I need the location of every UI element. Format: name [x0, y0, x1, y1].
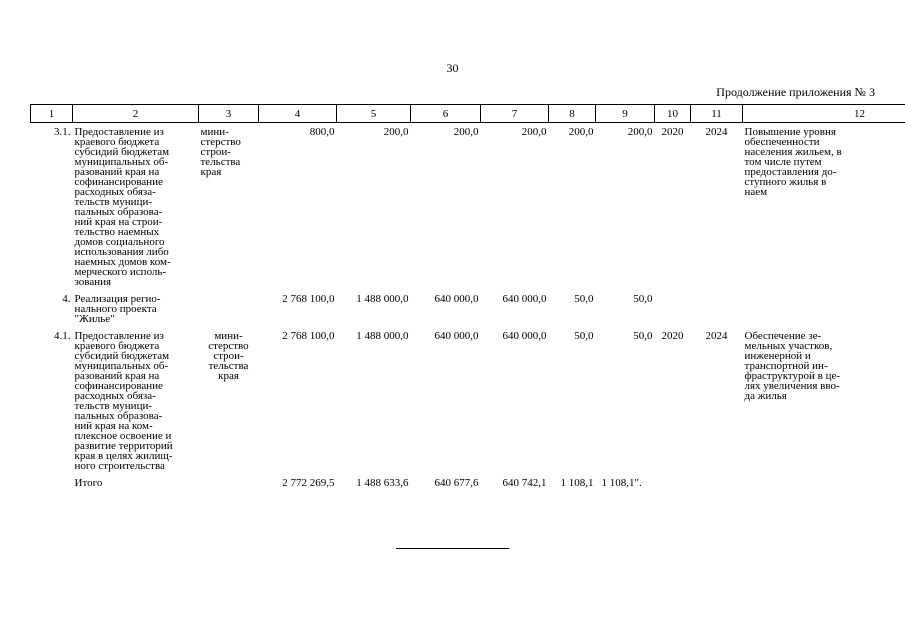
- header-cell: 9: [596, 105, 655, 123]
- footer-divider: [396, 548, 509, 549]
- header-cell: 3: [199, 105, 259, 123]
- row-number: 3.1.: [54, 126, 71, 138]
- header-cell: 12: [743, 105, 905, 123]
- header-cell: 4: [259, 105, 337, 123]
- header-cell: 2: [73, 105, 199, 123]
- total-value-col6: 640 677,6: [434, 477, 479, 489]
- page-number: 30: [446, 61, 459, 75]
- value-col5: 200,0: [383, 126, 409, 138]
- expected-result: Повышение уровня обеспеченности населения жильем, в том числе путем предоставления до- ступного жилья в наем: [744, 126, 842, 198]
- row-number: 4.: [62, 293, 71, 305]
- year-end: 2024: [705, 330, 728, 342]
- header-row: [31, 105, 905, 123]
- value-col7: 640 000,0: [502, 330, 547, 342]
- value-col9: 50,0: [633, 293, 653, 305]
- value-total: 800,0: [309, 126, 335, 138]
- header-cell: 1: [31, 105, 73, 123]
- table-row: [31, 123, 905, 291]
- total-value-col9: 1 108,1".: [601, 477, 642, 489]
- year-end: [691, 290, 743, 327]
- continuation-note: Продолжение приложения № 3: [716, 85, 875, 99]
- value-col8: 50,0: [574, 293, 594, 305]
- header-cell: 7: [481, 105, 549, 123]
- value-total: 2 768 100,0: [282, 330, 335, 342]
- value-col6: 200,0: [453, 126, 479, 138]
- total-row: [31, 474, 905, 491]
- executor: мини- стерство строи- тельства края: [208, 330, 249, 382]
- total-value-col8: 1 108,1: [560, 477, 594, 489]
- measure-description: Предоставление из краевого бюджета субсидий бюджетам муниципальных об- разований края на софинансирование расходных обяза- тельств муници- пальных образова- ний края на ком- плексное освоение и развитие территорий края в целях жилищ- ного строительства: [74, 330, 173, 472]
- executor: [199, 290, 259, 327]
- measure-description: Реализация регио- нального проекта "Жилье": [74, 293, 161, 325]
- total-value-total: 2 772 269,5: [282, 477, 335, 489]
- value-total: 2 768 100,0: [282, 293, 335, 305]
- value-col9: 50,0: [633, 330, 653, 342]
- total-value-col5: 1 488 633,6: [356, 477, 409, 489]
- header-cell: 10: [655, 105, 691, 123]
- header-cell: 6: [411, 105, 481, 123]
- value-col8: 50,0: [574, 330, 594, 342]
- header-cell: 5: [337, 105, 411, 123]
- value-col5: 1 488 000,0: [356, 330, 409, 342]
- value-col9: 200,0: [627, 126, 653, 138]
- year-start: 2020: [661, 126, 684, 138]
- year-start: 2020: [661, 330, 684, 342]
- total-label: Итого: [74, 477, 103, 489]
- executor: мини- стерство строи- тельства края: [200, 126, 241, 178]
- measure-description: Предоставление из краевого бюджета субсидий бюджетам муниципальных об- разований края на софинансирование расходных обяза- тельств муници- пальных образова- ний края на строи- тельство наемных домов социального использования либо наемных домов ком- мерческого исполь- зования: [74, 126, 171, 288]
- value-col8: 200,0: [568, 126, 594, 138]
- table-row: [31, 327, 905, 474]
- expected-result: [743, 290, 905, 327]
- table-row: [31, 290, 905, 327]
- row-number: 4.1.: [54, 330, 71, 342]
- value-col6: 640 000,0: [434, 330, 479, 342]
- total-value-col7: 640 742,1: [502, 477, 547, 489]
- year-start: [655, 290, 691, 327]
- value-col7: 200,0: [521, 126, 547, 138]
- header-cell: 11: [691, 105, 743, 123]
- value-col7: 640 000,0: [502, 293, 547, 305]
- header-cell: 8: [549, 105, 596, 123]
- expected-result: Обеспечение зе- мельных участков, инженерной и транспортной ин- фраструктурой в це- лях увеличения вво- да жилья: [744, 330, 841, 402]
- value-col6: 640 000,0: [434, 293, 479, 305]
- value-col5: 1 488 000,0: [356, 293, 409, 305]
- year-end: 2024: [705, 126, 728, 138]
- program-table: [30, 104, 905, 491]
